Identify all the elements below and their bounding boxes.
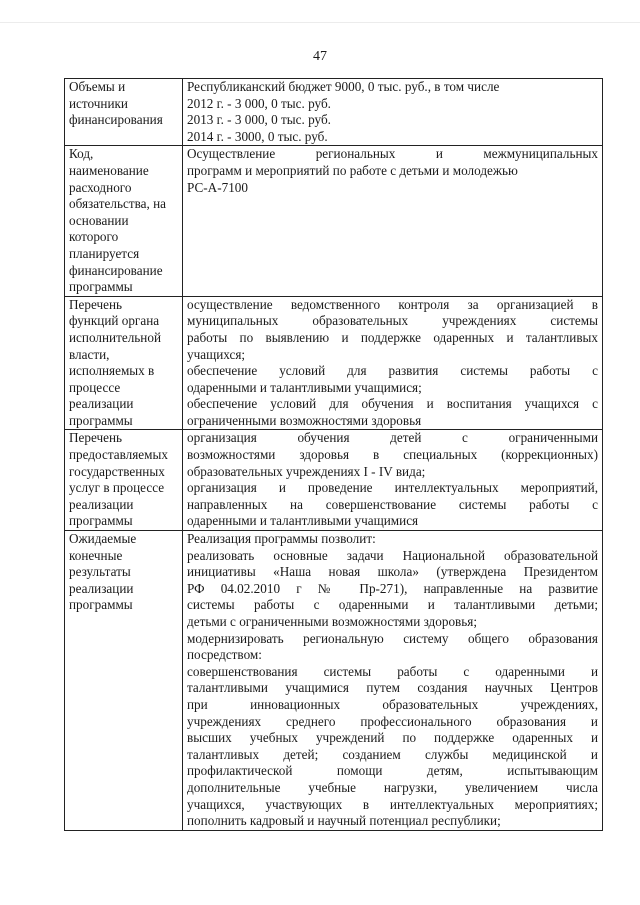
value-line: муниципальных образовательных учреждениях системы — [187, 313, 598, 329]
value-line: реализовать основные задачи Национальной образовательной — [187, 547, 598, 563]
value-line: Республиканский бюджет 9000, 0 тыс. руб., в том числе — [187, 79, 500, 94]
value-line: посредством: — [187, 647, 262, 663]
value-line: при инновационных образовательных учреждениях, — [187, 696, 598, 712]
value-line: обеспечение условий для обучения и воспитания учащихся с — [187, 396, 598, 412]
label-line: наименование — [69, 162, 149, 178]
value-line: 2014 г. - 3000, 0 тыс. руб. — [187, 128, 328, 144]
label-line: реализации — [69, 496, 134, 512]
value-line: осуществление ведомственного контроля за организацией в — [187, 296, 598, 312]
value-line: Осуществление региональных и межмуниципальных — [187, 146, 598, 162]
value-line: учащихся, участвующих в интеллектуальных мероприятиях; — [187, 796, 598, 812]
row-label — [65, 430, 183, 531]
value-line: возможностями здоровья в специальных (коррекционных) — [187, 447, 598, 463]
label-line: программы — [69, 513, 133, 529]
label-line: финансирования — [69, 112, 163, 128]
value-line: одаренными и талантливыми учащимися — [187, 513, 419, 529]
label-line: предоставляемых — [69, 447, 168, 463]
label-line: результаты — [69, 564, 131, 580]
label-line: реализации — [69, 396, 134, 412]
label-line: программы — [69, 412, 133, 428]
value-line: учащихся; — [187, 346, 246, 362]
value-line: высших учебных учреждений по поддержке одаренных и — [187, 730, 598, 746]
label-line: Перечень — [69, 296, 123, 312]
value-line: программ и мероприятий по работе с детьми и молодежью — [187, 162, 518, 178]
label-line: программы — [69, 279, 133, 295]
value-line: талантливых детей; созданием службы медицинской и — [187, 746, 598, 762]
label-line: исполнительной — [69, 329, 162, 345]
value-line: РФ 04.02.2010 г № Пр-271), направленные на развитие — [187, 580, 598, 596]
label-line: функций органа — [69, 313, 160, 329]
value-line: 2013 г. - 3 000, 0 тыс. руб. — [187, 112, 331, 128]
value-line: совершенствования системы работы с одаренными и — [187, 663, 598, 679]
label-line: процессе — [69, 379, 121, 395]
value-line: Реализация программы позволит: — [187, 531, 376, 547]
value-line: дополнительные учебные нагрузки, увеличением числа — [187, 779, 598, 795]
label-line: услуг в процессе — [69, 480, 165, 496]
label-line: власти, — [69, 346, 110, 362]
value-line: учреждениях среднего профессионального образования и — [187, 713, 598, 729]
label-line: реализации — [69, 580, 134, 596]
value-line: направленных на совершенствование системы работы с — [187, 496, 598, 512]
value-line: системы работы с одаренными и талантливыми детьми; — [187, 597, 598, 613]
value-line: инициативы «Наша новая школа» (утверждена Президентом — [187, 564, 598, 580]
row-label — [65, 296, 183, 430]
table-row-financing — [65, 79, 603, 146]
label-line: основании — [69, 212, 129, 228]
label-line: исполняемых в — [69, 363, 155, 379]
value-line: талантливыми учащимися путем создания научных Центров — [187, 680, 598, 696]
row-value — [183, 146, 603, 296]
label-line: финансирование — [69, 262, 163, 278]
value-line: образовательных учреждениях I - IV вида; — [187, 463, 426, 479]
value-line: 2012 г. - 3 000, 0 тыс. руб. — [187, 95, 331, 111]
row-value — [183, 430, 603, 531]
table-row-expense-code — [65, 146, 603, 296]
table-row-functions — [65, 296, 603, 430]
label-line: Перечень — [69, 430, 123, 446]
value-line: одаренными и талантливыми учащимися; — [187, 379, 422, 395]
value-line: модернизировать региональную систему общего образования — [187, 630, 598, 646]
value-line: работы по выявлению и поддержке одаренных и талантливых — [187, 329, 598, 345]
label-line: конечные — [69, 547, 123, 563]
row-label — [65, 146, 183, 296]
label-line: Ожидаемые — [69, 531, 137, 547]
label-line: которого — [69, 229, 119, 245]
label-line: Код, — [69, 146, 94, 162]
value-line: РС-А-7100 — [187, 179, 248, 195]
row-label — [65, 79, 183, 146]
row-label — [65, 531, 183, 831]
value-line: организация обучения детей с ограниченными — [187, 430, 598, 446]
table-row-services — [65, 430, 603, 531]
program-passport-table — [64, 78, 603, 831]
row-value — [183, 79, 603, 146]
value-line: пополнить кадровый и научный потенциал республики; — [187, 813, 501, 829]
table-row-expected-results — [65, 531, 603, 831]
row-value — [183, 531, 603, 831]
value-line: организация и проведение интеллектуальных мероприятий, — [187, 480, 598, 496]
row-value — [183, 296, 603, 430]
value-line: профилактической помощи детям, испытывающим — [187, 763, 598, 779]
value-line: детьми с ограниченными возможностями здоровья; — [187, 614, 478, 629]
label-line: программы — [69, 597, 133, 613]
label-line: Объемы и — [69, 79, 126, 94]
label-line: планируется — [69, 245, 140, 261]
value-line: обеспечение условий для развития системы работы с — [187, 363, 598, 379]
page-number: 47 — [313, 49, 327, 64]
scan-top-edge — [0, 22, 640, 23]
label-line: государственных — [69, 463, 165, 479]
label-line: расходного — [69, 179, 132, 195]
label-line: источники — [69, 95, 128, 111]
value-line: ограниченными возможностями здоровья — [187, 412, 422, 428]
label-line: обязательства, на — [69, 196, 166, 212]
